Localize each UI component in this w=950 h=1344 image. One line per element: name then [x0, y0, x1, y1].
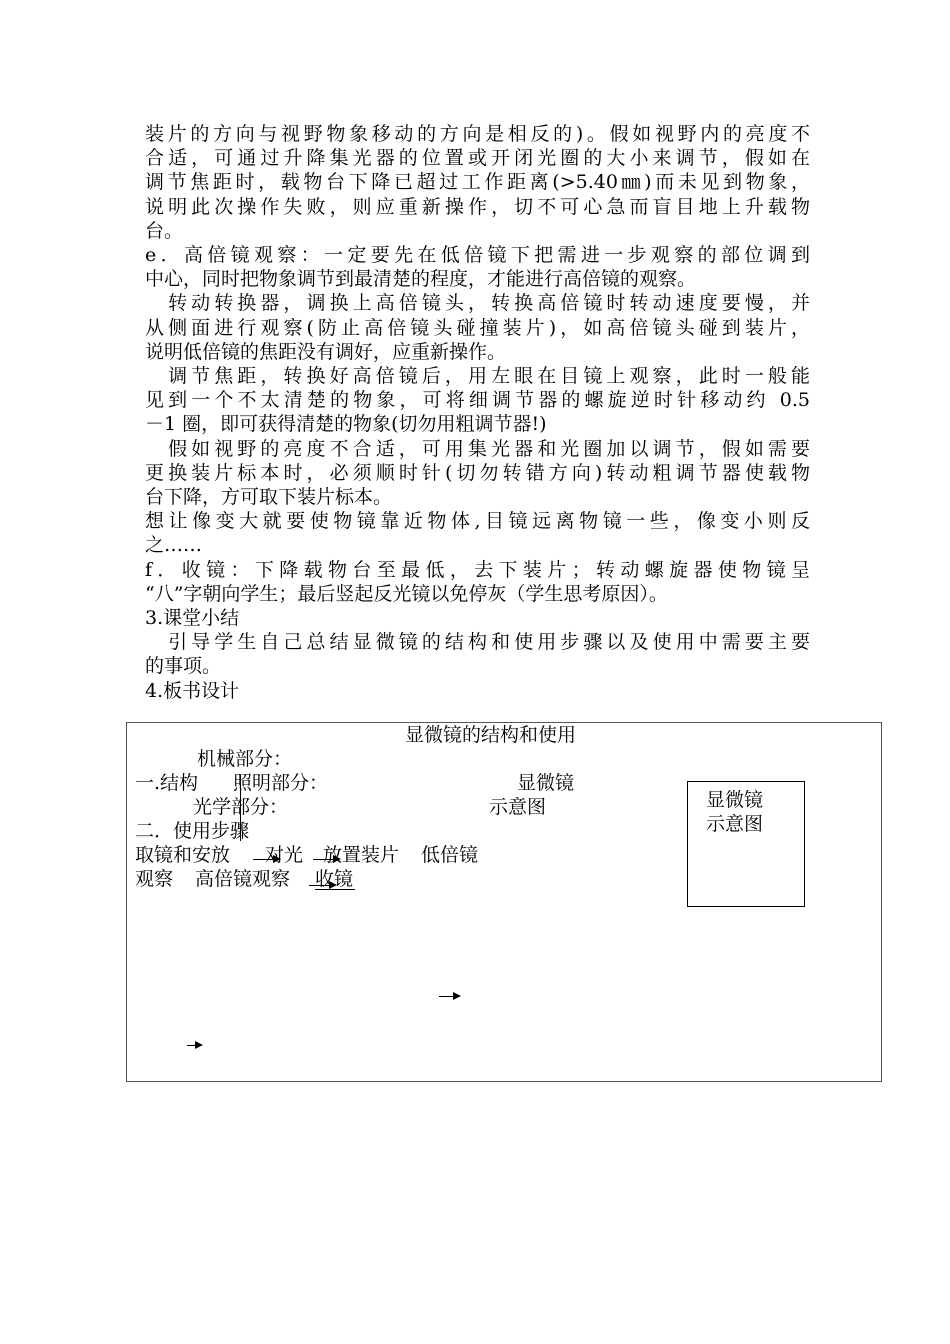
arrow-5 — [187, 1045, 201, 1046]
board-title: 显微镜的结构和使用 — [405, 724, 577, 746]
arrow-2 — [313, 859, 339, 860]
board-lighting: 照明部分： — [233, 772, 329, 794]
board-step-5: 高倍镜观察 — [195, 868, 291, 890]
board-usage-label: 二．使用步骤 — [135, 820, 250, 842]
bracket-line — [240, 775, 241, 841]
paragraph-0-line-3: 说明此次操作失败，则应重新操作，切不可心急而盲目地上升载物 — [145, 196, 810, 218]
paragraph-2-line-1: 从侧面进行观察(防止高倍镜头碰撞装片)，如高倍镜头碰到装片， — [145, 317, 810, 339]
board-diagram-label: 示意图 — [489, 796, 547, 818]
paragraph-3-line-0: 调节焦距，转换好高倍镜后，用左眼在目镜上观察，此时一般能 — [145, 365, 810, 387]
paragraph-5-line-1: 之…… — [145, 534, 203, 556]
board-step-6: 收镜 — [315, 868, 354, 890]
blackboard-design-box — [126, 722, 882, 1082]
paragraph-4-line-2: 台下降，方可取下装片标本。 — [145, 486, 393, 508]
board-structure-label: 一.结构 — [135, 772, 199, 794]
paragraph-9-line-0: 4.板书设计 — [145, 680, 240, 702]
box-label-2: 示意图 — [706, 813, 764, 835]
board-microscope-label: 显微镜 — [517, 772, 575, 794]
board-step-1: 取镜和安放 — [135, 844, 231, 866]
board-optical: 光学部分： — [193, 796, 289, 818]
paragraph-4-line-1: 更换装片标本时，必须顺时针(切勿转错方向)转动粗调节器使载物 — [145, 462, 810, 484]
box-label-1: 显微镜 — [706, 789, 764, 811]
arrow-3 — [309, 885, 335, 886]
arrow-4 — [439, 996, 459, 997]
paragraph-3-line-1: 见到一个不太清楚的物象，可将细调节器的螺旋逆时针移动约 0.5 — [145, 389, 810, 411]
board-step-4b: 观察 — [135, 868, 174, 890]
microscope-diagram-box — [687, 781, 805, 907]
paragraph-3-line-2: －1 圈，即可获得清楚的物象(切勿用粗调节器!) — [145, 413, 547, 435]
paragraph-0-line-1: 合适，可通过升降集光器的位置或开闭光圈的大小来调节，假如在 — [145, 147, 810, 169]
paragraph-0-line-2: 调节焦距时，载物台下降已超过工作距离(>5.40㎜)而未见到物象， — [145, 171, 810, 193]
board-step-2: 对光 — [265, 844, 304, 866]
arrow-1 — [253, 859, 279, 860]
paragraph-5-line-0: 想让像变大就要使物镜靠近物体,目镜远离物镜一些，像变小则反 — [145, 510, 810, 532]
paragraph-8-line-0: 引导学生自己总结显微镜的结构和使用步骤以及使用中需要主要 — [145, 631, 810, 653]
paragraph-6-line-0: f．收镜：下降载物台至最低，去下装片；转动螺旋器使物镜呈 — [145, 559, 810, 581]
paragraph-6-line-1: “八”字朝向学生；最后竖起反光镜以免停灰（学生思考原因）。 — [145, 583, 668, 605]
board-step-3: 放置装片 — [323, 844, 400, 866]
paragraph-8-line-1: 的事项。 — [145, 655, 222, 677]
paragraph-4-line-0: 假如视野的亮度不合适，可用集光器和光圈加以调节，假如需要 — [145, 438, 810, 460]
paragraph-0-line-0: 装片的方向与视野物象移动的方向是相反的)。假如视野内的亮度不 — [145, 123, 810, 145]
paragraph-7-line-0: 3.课堂小结 — [145, 607, 240, 629]
paragraph-0-line-4: 台。 — [145, 220, 184, 242]
underline-segment — [315, 889, 355, 890]
paragraph-2-line-0: 转动转换器，调换上高倍镜头，转换高倍镜时转动速度要慢，并 — [145, 292, 810, 314]
paragraph-2-line-2: 说明低倍镜的焦距没有调好，应重新操作。 — [145, 341, 507, 363]
board-mechanical: 机械部分： — [197, 748, 293, 770]
paragraph-1-line-1: 中心，同时把物象调节到最清楚的程度，才能进行高倍镜的观察。 — [145, 268, 697, 290]
board-step-4: 低倍镜 — [421, 844, 479, 866]
paragraph-1-line-0: e．高倍镜观察：一定要先在低倍镜下把需进一步观察的部位调到 — [145, 244, 810, 266]
